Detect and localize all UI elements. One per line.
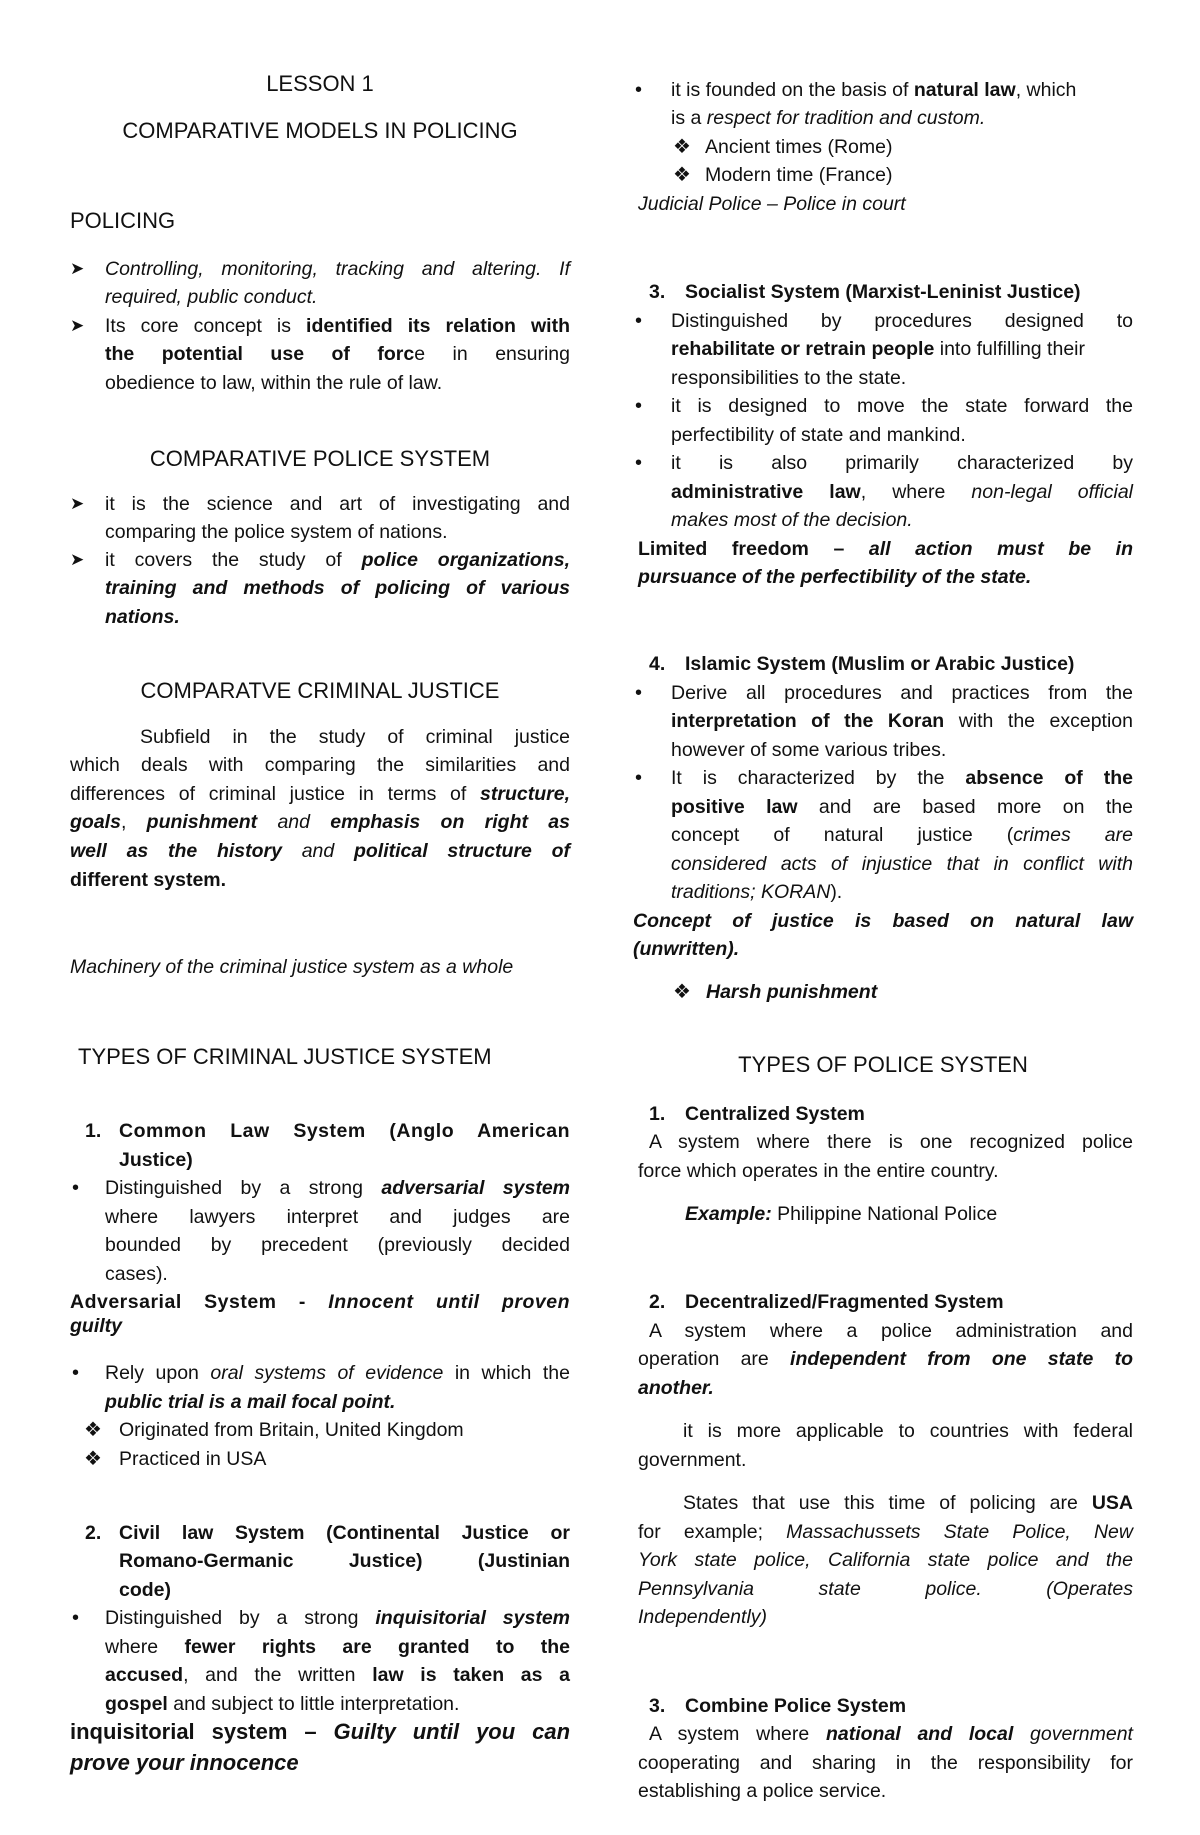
concept-line-1: Concept of justice is based on natural law [633, 910, 1133, 932]
cps-heading: COMPARATIVE POLICE SYSTEM [149, 446, 491, 471]
combine-title: Combine Police System [685, 1695, 907, 1717]
common-bullet-1-line-1: Distinguished by a strong adversarial system [105, 1177, 570, 1199]
civil-law-number: 2. [85, 1522, 102, 1544]
socialist-number: 3. [649, 281, 666, 303]
bullet-dot-icon: • [72, 1362, 80, 1384]
islamic-bullet-2-line-3: concept of natural justice (crimes are [671, 824, 1133, 846]
socialist-bullet-3-line-3: makes most of the decision. [671, 509, 913, 531]
common-bullet-2-line-1: Rely upon oral systems of evidence in which the [105, 1362, 570, 1384]
civil-bullet-line-2: where fewer rights are granted to the [105, 1636, 570, 1658]
decentralized-p2-line-2: government. [638, 1449, 747, 1471]
decentralized-p3-line-4: Pennsylvania state police. (Operates [638, 1578, 1133, 1600]
decentralized-p3-line-5: Independently) [638, 1606, 768, 1628]
decentralized-p3-line-2: for example; Massachussets State Police, New [638, 1521, 1133, 1543]
common-bullet-1-line-2: where lawyers interpret and judges are [105, 1206, 570, 1228]
bullet-dot-icon: • [635, 395, 643, 417]
lesson-label: LESSON 1 [266, 71, 374, 96]
common-law-title-line-1: Common Law System (Anglo American [119, 1120, 570, 1142]
socialist-bullet-3-line-1: it is also primarily characterized by [671, 452, 1133, 474]
islamic-bullet-1-line-3: however of some various tribes. [671, 739, 947, 761]
cps-bullet-2-line-3: nations. [105, 606, 180, 628]
islamic-number: 4. [649, 653, 666, 675]
cps-bullet-2-line-2: training and methods of policing of various [105, 577, 570, 599]
bullet-dot-icon: • [635, 767, 643, 789]
combine-number: 3. [649, 1695, 666, 1717]
policing-bullet-2-line-2: the potential use of force in ensuring [105, 343, 570, 365]
origin-item: Originated from Britain, United Kingdom [119, 1419, 464, 1441]
machinery-note: Machinery of the criminal justice system as a whole [70, 956, 514, 978]
islamic-title: Islamic System (Muslim or Arabic Justice) [685, 653, 1075, 675]
diamond-bullet-icon: ❖ [673, 164, 691, 186]
diamond-bullet-icon: ❖ [673, 981, 691, 1003]
common-law-title-line-2: Justice) [119, 1149, 193, 1171]
common-law-number: 1. [85, 1120, 102, 1142]
arrow-bullet-icon: ➤ [70, 259, 85, 278]
diamond-bullet-icon: ❖ [84, 1419, 102, 1441]
arrow-bullet-icon: ➤ [70, 494, 85, 513]
adversarial-line-2: guilty [70, 1315, 122, 1337]
combine-line-3: establishing a police service. [638, 1780, 887, 1802]
decentralized-p3-line-3: York state police, California state police and the [638, 1549, 1133, 1571]
decentralized-title: Decentralized/Fragmented System [685, 1291, 1004, 1313]
policing-bullet-2-line-1: Its core concept is identified its relation with [105, 315, 570, 337]
ccj-line-2: which deals with comparing the similarities and [70, 754, 570, 776]
centralized-number: 1. [649, 1103, 666, 1125]
diamond-bullet-icon: ❖ [673, 136, 691, 158]
common-bullet-1-line-4: cases). [105, 1263, 168, 1285]
civil-bullet-2-line-1: it is founded on the basis of natural law, which [671, 79, 1077, 101]
socialist-bullet-1-line-3: responsibilities to the state. [671, 367, 907, 389]
common-bullet-2-line-2: public trial is a mail focal point. [105, 1391, 396, 1413]
diamond-bullet-icon: ❖ [84, 1448, 102, 1470]
socialist-bullet-1-line-2: rehabilitate or retrain people into fulfilling their [671, 338, 1085, 360]
socialist-title: Socialist System (Marxist-Leninist Justice) [685, 281, 1081, 303]
policing-heading: POLICING [70, 208, 176, 233]
civil-bullet-2-line-2: is a respect for tradition and custom. [671, 107, 986, 129]
decentralized-line-1: A system where a police administration and [649, 1320, 1133, 1342]
decentralized-p3-line-1: States that use this time of policing are USA [683, 1492, 1133, 1514]
civil-law-title-line-1: Civil law System (Continental Justice or [119, 1522, 570, 1544]
ccj-line-6: different system. [70, 869, 227, 891]
bullet-dot-icon: • [72, 1177, 80, 1199]
combine-line-1: A system where national and local government [649, 1723, 1133, 1745]
islamic-bullet-2-line-5: traditions; KORAN). [671, 881, 843, 903]
harsh-punishment: Harsh punishment [706, 981, 878, 1003]
civil-bullet-line-3: accused, and the written law is taken as a [105, 1664, 571, 1686]
practiced-item: Practiced in USA [119, 1448, 267, 1470]
inquisitorial-line-1: inquisitorial system – Guilty until you can [70, 1719, 571, 1744]
ancient-times-item: Ancient times (Rome) [705, 136, 893, 158]
decentralized-line-2: operation are independent from one state to [638, 1348, 1133, 1370]
policing-bullet-1-line-2: required, public conduct. [105, 286, 318, 308]
page-title: COMPARATIVE MODELS IN POLICING [122, 118, 518, 143]
ccj-line-4: goals, punishment and emphasis on right as [70, 811, 570, 833]
socialist-bullet-2-line-1: it is designed to move the state forward the [671, 395, 1133, 417]
centralized-line-2: force which operates in the entire country. [638, 1160, 999, 1182]
adversarial-line-1: Adversarial System - Innocent until proven [70, 1291, 570, 1313]
bullet-dot-icon: • [635, 310, 643, 332]
cps-bullet-1-line-2: comparing the police system of nations. [105, 521, 448, 543]
types-police-heading: TYPES OF POLICE SYSTEN [738, 1052, 1028, 1077]
civil-law-title-line-2: Romano-Germanic Justice) (Justinian [119, 1550, 570, 1572]
ccj-heading: COMPARATVE CRIMINAL JUSTICE [140, 678, 500, 703]
limited-freedom-line-2: pursuance of the perfectibility of the state. [638, 566, 1032, 588]
islamic-bullet-2-line-2: positive law and are based more on the [671, 796, 1133, 818]
common-bullet-1-line-3: bounded by precedent (previously decided [105, 1234, 570, 1256]
ccj-line-1: Subfield in the study of criminal justice [140, 726, 570, 748]
modern-time-item: Modern time (France) [705, 164, 893, 186]
decentralized-p2-line-1: it is more applicable to countries with federal [683, 1420, 1133, 1442]
concept-line-2: (unwritten). [633, 938, 740, 960]
socialist-bullet-3-line-2: administrative law, where non-legal official [671, 481, 1133, 503]
ccj-line-5: well as the history and political structure of [70, 840, 570, 862]
centralized-example: Example: Philippine National Police [685, 1203, 998, 1225]
policing-bullet-1-line-1: Controlling, monitoring, tracking and altering. If [105, 258, 570, 280]
bullet-dot-icon: • [635, 452, 643, 474]
centralized-line-1: A system where there is one recognized police [649, 1131, 1133, 1153]
islamic-bullet-2-line-4: considered acts of injustice that in conflict with [671, 853, 1133, 875]
islamic-bullet-2-line-1: It is characterized by the absence of the [671, 767, 1133, 789]
bullet-dot-icon: • [72, 1607, 80, 1629]
bullet-dot-icon: • [635, 79, 643, 101]
civil-law-title-line-3: code) [119, 1579, 172, 1601]
socialist-bullet-1-line-1: Distinguished by procedures designed to [671, 310, 1133, 332]
decentralized-number: 2. [649, 1291, 666, 1313]
bullet-dot-icon: • [635, 682, 643, 704]
limited-freedom-line-1: Limited freedom – all action must be in [638, 538, 1133, 560]
inquisitorial-line-2: prove your innocence [70, 1750, 299, 1775]
cps-bullet-2-line-1: it covers the study of police organizations, [105, 549, 570, 571]
civil-bullet-line-4: gospel and subject to little interpretation. [105, 1693, 460, 1715]
civil-bullet-line-1: Distinguished by a strong inquisitorial system [105, 1607, 571, 1629]
islamic-bullet-1-line-2: interpretation of the Koran with the exception [671, 710, 1133, 732]
ccj-line-3: differences of criminal justice in terms of structure, [70, 783, 570, 805]
centralized-title: Centralized System [685, 1103, 865, 1125]
arrow-bullet-icon: ➤ [70, 550, 85, 569]
policing-bullet-2-line-3: obedience to law, within the rule of law. [105, 372, 443, 394]
islamic-bullet-1-line-1: Derive all procedures and practices from the [671, 682, 1133, 704]
types-cjs-heading: TYPES OF CRIMINAL JUSTICE SYSTEM [78, 1044, 492, 1069]
cps-bullet-1-line-1: it is the science and art of investigating and [105, 493, 570, 515]
combine-line-2: cooperating and sharing in the responsibility for [638, 1752, 1133, 1774]
socialist-bullet-2-line-2: perfectibility of state and mankind. [671, 424, 966, 446]
arrow-bullet-icon: ➤ [70, 316, 85, 335]
decentralized-line-3: another. [638, 1377, 714, 1399]
judicial-police-note: Judicial Police – Police in court [638, 193, 906, 215]
